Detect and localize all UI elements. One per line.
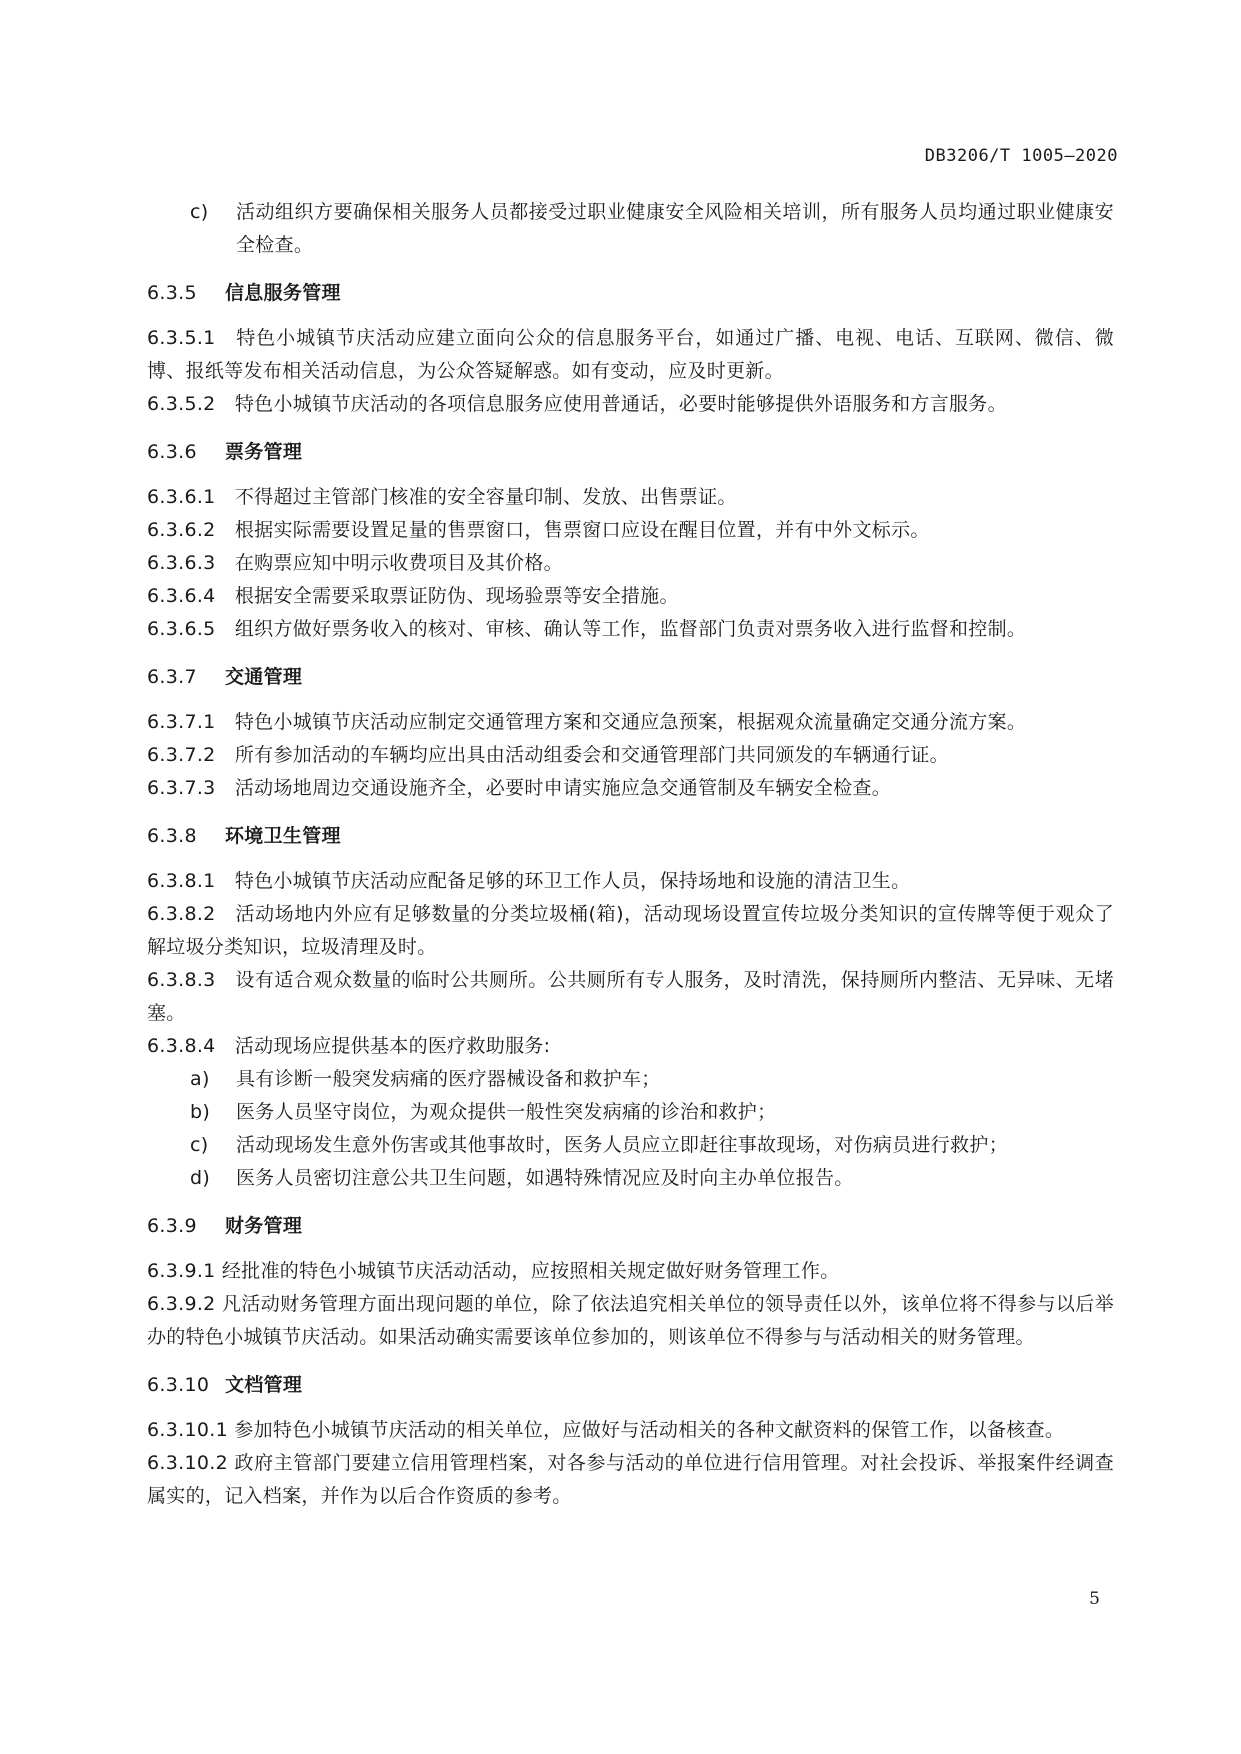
section-title: 信息服务管理 [225,282,341,304]
section-title: 文档管理 [225,1374,303,1396]
list-item-label: a) [190,1068,210,1090]
list-item-label: b) [190,1101,211,1123]
clause-6-3-6-2: 6.3.6.2 根据实际需要设置足量的售票窗口，售票窗口应设在醒目位置，并有中外文标示。 [147,519,930,541]
clause-6-3-8-3: 6.3.8.3 设有适合观众数量的临时公共厕所。公共厕所有专人服务，及时清洗，保持厕所内整洁、无异味、无堵塞。 [147,969,1114,1024]
clause-6-3-10-2: 6.3.10.2 政府主管部门要建立信用管理档案，对各参与活动的单位进行信用管理。对社会投诉、举报案件经调查属实的，记入档案，并作为以后合作资质的参考。 [147,1452,1114,1507]
list-item-text: 医务人员密切注意公共卫生问题，如遇特殊情况应及时向主办单位报告。 [236,1167,854,1189]
page-body [147,196,1114,1513]
clause-6-3-6-1: 6.3.6.1 不得超过主管部门核准的安全容量印制、发放、出售票证。 [147,486,737,508]
section-number: 6.3.8 [147,825,197,847]
list-item-text: 具有诊断一般突发病痛的医疗器械设备和救护车； [236,1068,661,1090]
clause-6-3-8-2: 6.3.8.2 活动场地内外应有足够数量的分类垃圾桶(箱)，活动现场设置宣传垃圾分类知识的宣传牌等便于观众了解垃圾分类知识，垃圾清理及时。 [147,903,1114,958]
clause-6-3-5-1: 6.3.5.1 特色小城镇节庆活动应建立面向公众的信息服务平台，如通过广播、电视、电话、互联网、微信、微博、报纸等发布相关活动信息，为公众答疑解惑。如有变动，应及时更新。 [147,327,1114,382]
section-title: 财务管理 [225,1215,303,1237]
section-number: 6.3.10 [147,1374,210,1396]
list-item-label: d) [190,1167,211,1189]
list-item [147,196,1114,262]
clause-6-3-7-3: 6.3.7.3 活动场地周边交通设施齐全，必要时申请实施应急交通管制及车辆安全检查。 [147,777,892,799]
section-heading-6-3-5 [147,277,1114,310]
page-number: 5 [1089,1589,1100,1609]
list-item-text: 活动现场发生意外伤害或其他事故时，医务人员应立即赶往事故现场，对伤病员进行救护； [236,1134,1009,1156]
list-item [147,1162,1114,1195]
clause-6-3-9-2: 6.3.9.2 凡活动财务管理方面出现问题的单位，除了依法追究相关单位的领导责任以外，该单位将不得参与以后举办的特色小城镇节庆活动。如果活动确实需要该单位参加的，则该单位不得参与与活动相关的财务管理。 [147,1293,1114,1348]
list-item-label: c) [190,1134,209,1156]
list-item-text: 医务人员坚守岗位，为观众提供一般性突发病痛的诊治和救护； [236,1101,777,1123]
clause-6-3-9-1: 6.3.9.1 经批准的特色小城镇节庆活动活动，应按照相关规定做好财务管理工作。 [147,1260,840,1282]
section-number: 6.3.5 [147,282,197,304]
clause-6-3-5-2: 6.3.5.2 特色小城镇节庆活动的各项信息服务应使用普通话，必要时能够提供外语服务和方言服务。 [147,393,1007,415]
clause-6-3-7-2: 6.3.7.2 所有参加活动的车辆均应出具由活动组委会和交通管理部门共同颁发的车辆通行证。 [147,744,949,766]
clause-6-3-6-5: 6.3.6.5 组织方做好票务收入的核对、审核、确认等工作，监督部门负责对票务收入进行监督和控制。 [147,618,1027,640]
document-code: DB3206/T 1005—2020 [924,146,1118,166]
list-item [147,1063,1114,1096]
section-number: 6.3.7 [147,666,197,688]
list-item-text: 活动组织方要确保相关服务人员都接受过职业健康安全风险相关培训，所有服务人员均通过职业健康安全检查。 [236,201,1114,256]
section-heading-6-3-6 [147,436,1114,469]
clause-6-3-7-1: 6.3.7.1 特色小城镇节庆活动应制定交通管理方案和交通应急预案，根据观众流量确定交通分流方案。 [147,711,1027,733]
clause-6-3-6-4: 6.3.6.4 根据安全需要采取票证防伪、现场验票等安全措施。 [147,585,679,607]
section-title: 交通管理 [225,666,303,688]
section-heading-6-3-9 [147,1210,1114,1243]
section-heading-6-3-10 [147,1369,1114,1402]
section-title: 环境卫生管理 [225,825,341,847]
section-heading-6-3-8 [147,820,1114,853]
section-number: 6.3.9 [147,1215,197,1237]
list-item-label: c) [190,201,209,223]
section-heading-6-3-7 [147,661,1114,694]
list-item [147,1129,1114,1162]
clause-6-3-6-3: 6.3.6.3 在购票应知中明示收费项目及其价格。 [147,552,563,574]
section-number: 6.3.6 [147,441,197,463]
clause-6-3-8-4: 6.3.8.4 活动现场应提供基本的医疗救助服务: [147,1035,551,1057]
section-title: 票务管理 [225,441,303,463]
list-item [147,1096,1114,1129]
clause-6-3-8-1: 6.3.8.1 特色小城镇节庆活动应配备足够的环卫工作人员，保持场地和设施的清洁卫生。 [147,870,911,892]
clause-6-3-10-1: 6.3.10.1 参加特色小城镇节庆活动的相关单位，应做好与活动相关的各种文献资料的保管工作，以备核查。 [147,1419,1065,1441]
